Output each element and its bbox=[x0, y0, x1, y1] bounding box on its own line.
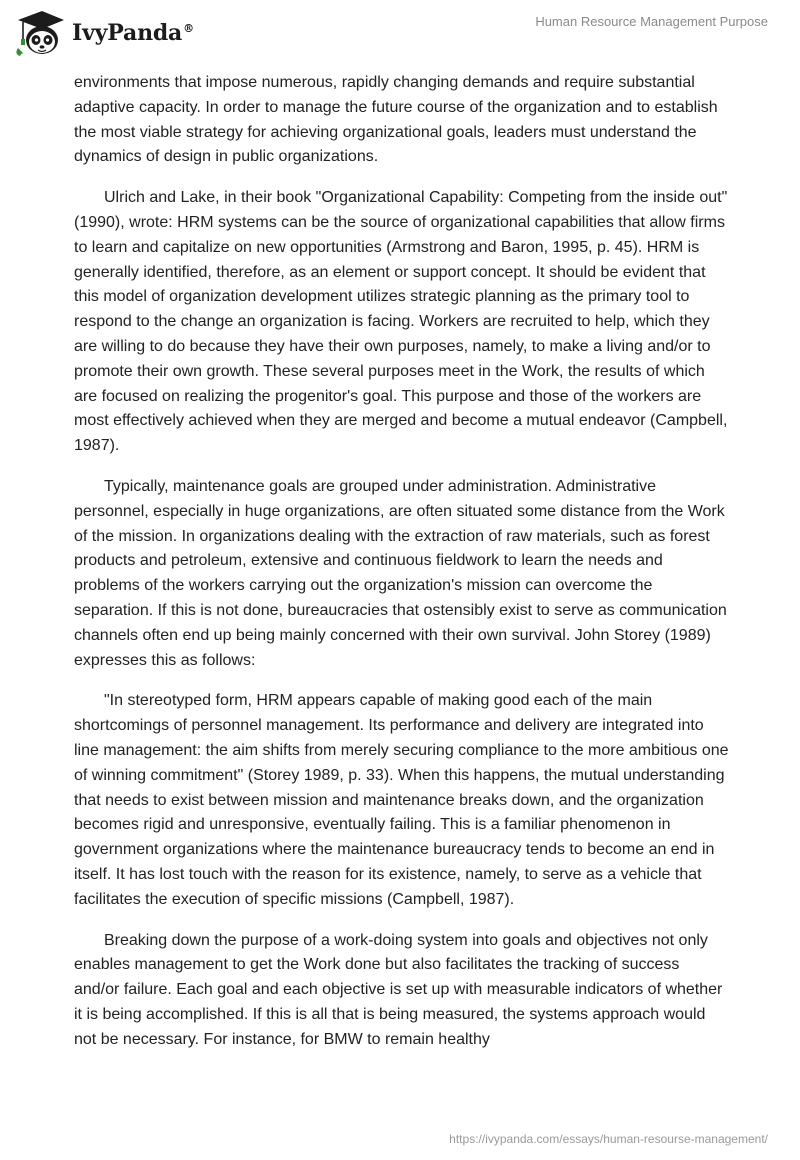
brand-name: IvyPanda® bbox=[72, 20, 194, 46]
paragraph-1: environments that impose numerous, rapidly changing demands and require substantial adaptive capacity. In order to manage the future course of the organization and to establish the most viable strategy for achieving organizational goals, leaders must understand the dynamics of design in public organizations. bbox=[74, 74, 718, 166]
panda-graduation-cap-icon bbox=[14, 8, 66, 58]
registered-mark: ® bbox=[183, 21, 194, 35]
paragraph-2: Ulrich and Lake, in their book "Organizational Capability: Competing from the inside out" (1990), wrote: HRM systems can be the source of organizational capabilities that allow firms to learn and capitalize on new opportunities (Armstrong and Baron, 1995, p. 45). HRM is generally identified, therefore, as an element or support concept. It should be evident that this model of organization development utilizes strategic planning as the primary tool to respond to the change an organization is facing. Workers are recruited to help, which they are willing to do because they have their own purposes, namely, to make a living and/or to promote their own growth. These several purposes meet in the Work, the results of which are focused on realizing the progenitor's goal. This purpose and those of the workers are most effectively achieved when they are merged and become a mutual endeavor (Campbell, 1987). bbox=[74, 189, 728, 455]
document-title: Human Resource Management Purpose bbox=[535, 14, 768, 29]
paragraph-4: "In stereotyped form, HRM appears capable of making good each of the main shortcomings of personnel management. Its performance and delivery are integrated into line management: the aim shifts from merely securing compliance to the more ambitious one of winning commitment" (Storey 1989, p. 33). When this happens, the mutual understanding that needs to exist between mission and maintenance breaks down, and the organization becomes rigid and unresponsive, eventually failing. This is a familiar phenomenon in government organizations where the maintenance bureaucracy tends to become an end in itself. It has lost touch with the reason for its existence, namely, to serve as a vehicle that facilitates the execution of specific missions (Campbell, 1987). bbox=[74, 692, 729, 908]
ivypanda-logo[interactable] bbox=[14, 8, 194, 58]
paragraph-3: Typically, maintenance goals are grouped under administration. Administrative personnel, especially in huge organizations, are often situated some distance from the Work of the mission. In organizations dealing with the extraction of raw materials, such as forest products and petroleum, extensive and continuous fieldwork to learn the needs and problems of the workers carrying out the organization's mission can overcome the separation. If this is not done, bureaucracies that ostensibly exist to serve as communication channels often end up being mainly concerned with their own survival. John Storey (1989) expresses this as follows: bbox=[74, 477, 727, 669]
essay-body bbox=[74, 71, 729, 1068]
page-header bbox=[0, 0, 800, 64]
paragraph-5: Breaking down the purpose of a work-doing system into goals and objectives not only enables management to get the Work done but also facilitates the tracking of success and/or failure. Each goal and each objective is set up with measurable indicators of whether it is being accomplished. If this is all that is being measured, the systems approach would not be necessary. For instance, for BMW to remain healthy bbox=[74, 931, 723, 1048]
source-url-link[interactable]: https://ivypanda.com/essays/human-resourse-management/ bbox=[449, 1132, 768, 1146]
